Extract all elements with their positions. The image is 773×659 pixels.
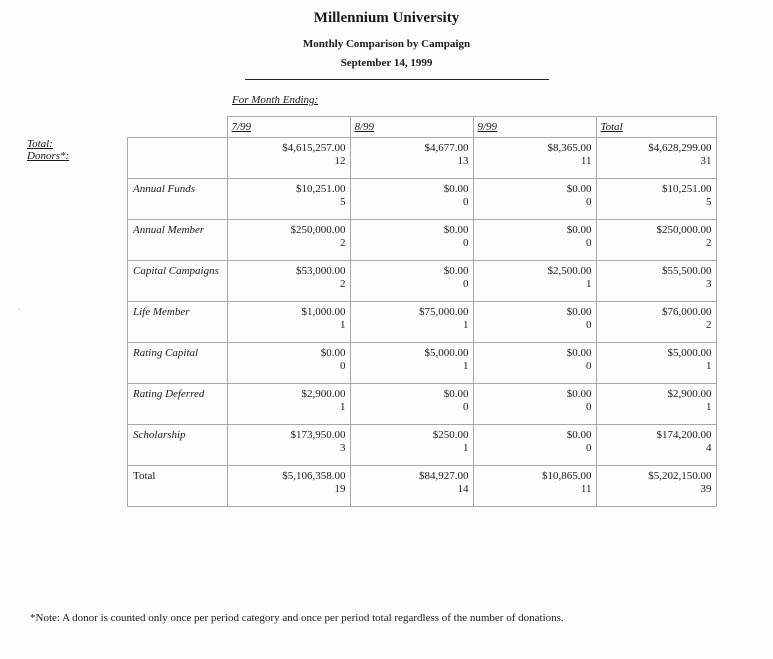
value-cell <box>473 466 596 507</box>
scan-speck: · <box>18 304 21 314</box>
donor-count: 5 <box>706 196 712 208</box>
row-label: Total <box>128 466 228 507</box>
donor-count: 0 <box>586 442 592 454</box>
donor-count: 1 <box>706 401 712 413</box>
table-body <box>128 138 717 507</box>
amount-value: $0.00 <box>566 347 592 359</box>
amount-value: $0.00 <box>320 347 346 359</box>
value-cell <box>227 179 350 220</box>
report-title: Millennium University <box>313 10 460 26</box>
amount-value: $250.00 <box>432 429 469 441</box>
report-date: September 14, 1999 <box>340 57 433 69</box>
row-label: Annual Funds <box>128 179 228 220</box>
amount-value: $250,000.00 <box>290 224 346 236</box>
donor-count: 0 <box>586 360 592 372</box>
amount-value: $174,200.00 <box>656 429 712 441</box>
amount-value: $75,000.00 <box>419 306 469 318</box>
value-cell <box>473 179 596 220</box>
amount-value: $5,000.00 <box>424 347 469 359</box>
value-cell <box>473 220 596 261</box>
footnote: *Note: A donor is counted only once per period category and once per period total regardless of the number of donations. <box>30 612 564 624</box>
value-cell <box>473 384 596 425</box>
donor-count: 11 <box>580 155 592 167</box>
column-header <box>473 117 596 138</box>
row-label: Scholarship <box>128 425 228 466</box>
value-cell <box>596 466 716 507</box>
amount-value: $2,900.00 <box>667 388 712 400</box>
donor-count: 4 <box>706 442 712 454</box>
donor-count: 5 <box>340 196 346 208</box>
donor-count: 0 <box>463 237 469 249</box>
amount-value: $0.00 <box>566 388 592 400</box>
donor-count: 2 <box>340 278 346 290</box>
donor-count: 19 <box>334 483 346 495</box>
table-row <box>128 466 717 507</box>
donor-count: 0 <box>463 401 469 413</box>
table-row <box>128 302 717 343</box>
column-header-label: 9/99 <box>477 121 498 133</box>
row-label: Rating Capital <box>128 343 228 384</box>
row-label <box>128 138 228 179</box>
table-row <box>128 425 717 466</box>
amount-value: $8,365.00 <box>547 142 592 154</box>
amount-value: $10,251.00 <box>662 183 712 195</box>
table-row <box>128 179 717 220</box>
value-cell <box>350 220 473 261</box>
amount-value: $0.00 <box>566 224 592 236</box>
amount-value: $53,000.00 <box>296 265 346 277</box>
value-cell <box>473 343 596 384</box>
amount-value: $4,628,299.00 <box>648 142 712 154</box>
amount-value: $5,106,358.00 <box>282 470 346 482</box>
amount-value: $0.00 <box>443 183 469 195</box>
value-cell <box>227 384 350 425</box>
header-rule <box>245 79 549 80</box>
amount-value: $5,000.00 <box>667 347 712 359</box>
amount-value: $0.00 <box>566 429 592 441</box>
value-cell <box>473 425 596 466</box>
value-cell <box>350 384 473 425</box>
donor-count: 2 <box>340 237 346 249</box>
donor-count: 12 <box>334 155 346 167</box>
row-label: Annual Member <box>128 220 228 261</box>
column-header <box>596 117 716 138</box>
side-label-donors: Donors*: <box>27 150 70 162</box>
row-label: Capital Campaigns <box>128 261 228 302</box>
donor-count: 1 <box>340 401 346 413</box>
report-subtitle: Monthly Comparison by Campaign <box>302 38 471 50</box>
amount-value: $0.00 <box>566 306 592 318</box>
amount-value: $10,865.00 <box>542 470 592 482</box>
value-cell <box>596 138 716 179</box>
donor-count: 0 <box>586 237 592 249</box>
row-label: Life Member <box>128 302 228 343</box>
value-cell <box>596 302 716 343</box>
amount-value: $1,000.00 <box>301 306 346 318</box>
donor-count: 0 <box>463 196 469 208</box>
amount-value: $10,251.00 <box>296 183 346 195</box>
amount-value: $76,000.00 <box>662 306 712 318</box>
amount-value: $2,500.00 <box>547 265 592 277</box>
donor-count: 1 <box>586 278 592 290</box>
donor-count: 2 <box>706 237 712 249</box>
value-cell <box>596 179 716 220</box>
value-cell <box>227 466 350 507</box>
donor-count: 2 <box>706 319 712 331</box>
amount-value: $173,950.00 <box>290 429 346 441</box>
donor-count: 14 <box>457 483 469 495</box>
amount-value: $0.00 <box>443 388 469 400</box>
amount-value: $4,677.00 <box>424 142 469 154</box>
value-cell <box>350 138 473 179</box>
donor-count: 3 <box>340 442 346 454</box>
value-cell <box>227 261 350 302</box>
donor-count: 1 <box>463 442 469 454</box>
donor-count: 39 <box>700 483 712 495</box>
header-blank <box>128 117 228 138</box>
amount-value: $250,000.00 <box>656 224 712 236</box>
side-label-total: Total: <box>27 138 53 150</box>
donor-count: 1 <box>463 360 469 372</box>
table-row <box>128 261 717 302</box>
value-cell <box>596 220 716 261</box>
donor-count: 31 <box>700 155 712 167</box>
value-cell <box>350 343 473 384</box>
table-row <box>128 384 717 425</box>
value-cell <box>350 179 473 220</box>
column-header-label: 8/99 <box>354 121 375 133</box>
value-cell <box>350 302 473 343</box>
value-cell <box>596 384 716 425</box>
donor-count: 0 <box>463 278 469 290</box>
donor-count: 1 <box>463 319 469 331</box>
value-cell <box>473 302 596 343</box>
value-cell <box>227 138 350 179</box>
donor-count: 1 <box>706 360 712 372</box>
value-cell <box>596 425 716 466</box>
amount-value: $84,927.00 <box>419 470 469 482</box>
value-cell <box>473 138 596 179</box>
amount-value: $5,202,150.00 <box>648 470 712 482</box>
value-cell <box>350 425 473 466</box>
value-cell <box>227 425 350 466</box>
amount-value: $2,900.00 <box>301 388 346 400</box>
amount-value: $0.00 <box>443 224 469 236</box>
donor-count: 1 <box>340 319 346 331</box>
value-cell <box>227 302 350 343</box>
donor-count: 11 <box>580 483 592 495</box>
table-row <box>128 220 717 261</box>
value-cell <box>596 343 716 384</box>
table-row <box>128 138 717 179</box>
value-cell <box>473 261 596 302</box>
value-cell <box>596 261 716 302</box>
donor-count: 13 <box>457 155 469 167</box>
amount-value: $0.00 <box>443 265 469 277</box>
column-header <box>227 117 350 138</box>
donor-count: 3 <box>706 278 712 290</box>
value-cell <box>227 220 350 261</box>
donor-count: 0 <box>586 319 592 331</box>
for-month-ending-label: For Month Ending: <box>232 94 319 106</box>
amount-value: $4,615,257.00 <box>282 142 346 154</box>
campaign-comparison-table <box>127 116 717 507</box>
value-cell <box>350 261 473 302</box>
amount-value: $55,500.00 <box>662 265 712 277</box>
donor-count: 0 <box>586 401 592 413</box>
column-header-label: 7/99 <box>231 121 252 133</box>
donor-count: 0 <box>340 360 346 372</box>
row-label: Rating Deferred <box>128 384 228 425</box>
value-cell <box>350 466 473 507</box>
table-header-row <box>128 117 717 138</box>
donor-count: 0 <box>586 196 592 208</box>
value-cell <box>227 343 350 384</box>
table-row <box>128 343 717 384</box>
amount-value: $0.00 <box>566 183 592 195</box>
column-header-label: Total <box>600 121 623 133</box>
column-header <box>350 117 473 138</box>
